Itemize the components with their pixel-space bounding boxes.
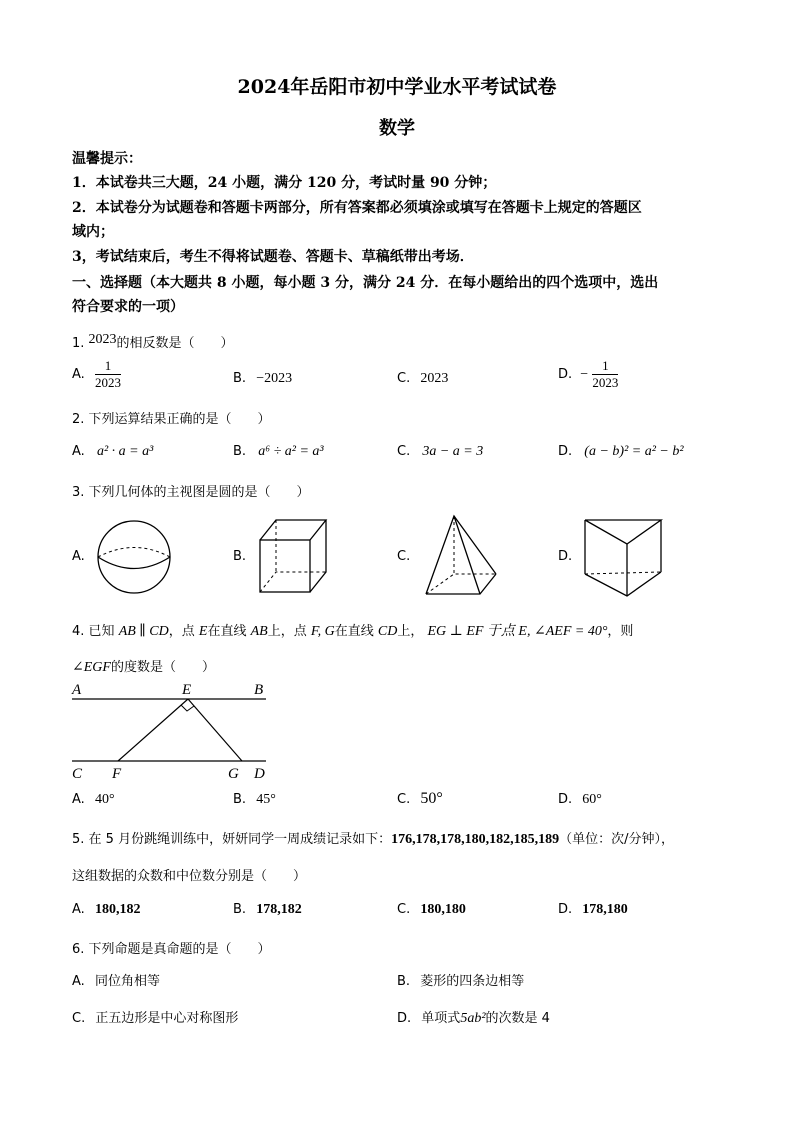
- option-label: A.: [72, 974, 85, 989]
- option-label: A.: [72, 792, 85, 807]
- question-number: 1.: [72, 336, 85, 351]
- notice-heading: 温馨提示：: [72, 151, 142, 167]
- q2-text: 下列运算结果正确的是（ ）: [88, 412, 271, 427]
- question-number: 4.: [72, 624, 85, 639]
- question-5: [72, 828, 674, 848]
- q6-option-d[interactable]: [397, 1007, 550, 1027]
- q3-option-c-label[interactable]: C.: [397, 549, 411, 564]
- q3-option-a-label[interactable]: A.: [72, 549, 85, 564]
- q5-option-b[interactable]: [233, 902, 302, 918]
- q5-option-c[interactable]: [397, 902, 466, 918]
- section-1-heading-cont: 符合要求的一项）: [72, 299, 184, 315]
- numerator: 1: [592, 358, 618, 375]
- option-label: C.: [397, 902, 411, 917]
- option-value: 178,180: [582, 902, 628, 917]
- point-f-label: F: [112, 766, 122, 782]
- q1-text: 的相反数是（ ）: [116, 336, 234, 351]
- option-label: B.: [233, 371, 247, 386]
- option-label: A.: [72, 902, 85, 917]
- q5-option-d[interactable]: [558, 902, 628, 918]
- notice-item-2-cont: 域内；: [72, 224, 114, 240]
- notice-item-2: 2．本试卷分为试题卷和答题卡两部分，所有答案都必须填涂或填写在答题卡上规定的答题区: [72, 200, 642, 216]
- q4-text: ，则: [607, 624, 634, 639]
- q2-option-d[interactable]: [558, 444, 684, 460]
- option-label: B.: [233, 444, 247, 459]
- denominator: 2023: [592, 375, 619, 390]
- point-e-label: E: [182, 682, 192, 698]
- question-number: 2.: [72, 412, 85, 427]
- option-label: C.: [397, 371, 411, 386]
- q5-unit: （单位：次/分钟），: [559, 832, 674, 847]
- fraction: [592, 358, 618, 391]
- q6-option-b[interactable]: [397, 970, 524, 989]
- q5-data: 176,178,178,180,182,185,189: [391, 832, 560, 847]
- q4-option-a[interactable]: [72, 792, 115, 808]
- sphere-figure: [96, 520, 174, 596]
- option-label: B.: [397, 974, 411, 989]
- point-a-label: A: [72, 682, 82, 698]
- point-b-label: B: [254, 682, 264, 698]
- numerator: 1: [95, 358, 121, 375]
- option-value: 60°: [582, 792, 602, 807]
- question-5-cont: 这组数据的众数和中位数分别是（ ）: [72, 869, 307, 884]
- pyramid-figure: [422, 514, 500, 598]
- q1-option-c[interactable]: [397, 371, 448, 387]
- cube-figure: [258, 518, 330, 596]
- notice-item-1: 1．本试卷共三大题，24 小题，满分 120 分，考试时量 90 分钟；: [72, 175, 497, 191]
- q4-text: 上，: [397, 624, 424, 639]
- option-expression: 5ab²: [460, 1011, 486, 1026]
- option-label: B.: [233, 792, 247, 807]
- q4-math: AB: [250, 624, 268, 639]
- option-label: C.: [397, 444, 411, 459]
- q5-text: 在 5 月份跳绳训练中，妍妍同学一周成绩记录如下：: [88, 832, 392, 847]
- option-expression: (a − b)² = a² − b²: [584, 444, 684, 459]
- q4-math: ∠EGF: [72, 660, 111, 675]
- q1-value: 2023: [88, 332, 117, 347]
- question-4-cont: [72, 656, 215, 676]
- option-value: −2023: [256, 371, 293, 386]
- option-text: 单项式: [421, 1011, 461, 1026]
- option-expression: 3a − a = 3: [422, 444, 484, 459]
- point-c-label: C: [72, 766, 83, 782]
- q4-math: E: [198, 624, 208, 639]
- minus-sign: −: [580, 367, 589, 382]
- option-value: 180,180: [420, 902, 466, 917]
- q6-option-c[interactable]: [72, 1007, 238, 1026]
- option-label: D.: [397, 1011, 412, 1026]
- option-text: 的次数是 4: [485, 1011, 550, 1026]
- q3-text: 下列几何体的主视图是圆的是（ ）: [88, 485, 310, 500]
- option-label: C.: [72, 1011, 86, 1026]
- option-value: 50°: [420, 790, 443, 807]
- q2-option-b[interactable]: [233, 444, 324, 460]
- q1-option-d[interactable]: [558, 358, 618, 391]
- question-number: 3.: [72, 485, 85, 500]
- question-number: 5.: [72, 832, 85, 847]
- option-value: 180,182: [94, 902, 141, 917]
- option-value: 正五边形是中心对称图形: [95, 1011, 239, 1026]
- q4-option-b[interactable]: [233, 792, 276, 808]
- question-number: 6.: [72, 942, 85, 957]
- q6-text: 下列命题是真命题的是（ ）: [88, 942, 271, 957]
- exam-title: 2024年岳阳市初中学业水平考试试卷: [237, 76, 557, 98]
- question-4: [72, 620, 633, 640]
- option-expression: a⁶ ÷ a² = a³: [258, 444, 324, 459]
- q3-option-b-label[interactable]: B.: [233, 549, 247, 564]
- q4-math: AB ∥ CD: [118, 624, 169, 639]
- q4-text: 在直线: [207, 624, 247, 639]
- option-value: 178,182: [256, 902, 302, 917]
- q1-option-b[interactable]: [233, 371, 292, 387]
- q4-figure: [70, 682, 270, 782]
- q4-math: F, G: [310, 624, 335, 639]
- q4-text: ，点: [168, 624, 195, 639]
- q2-option-a[interactable]: [72, 444, 153, 460]
- option-label: A.: [72, 444, 85, 459]
- prism-figure: [583, 518, 663, 598]
- q4-math: EG ⊥ EF 于点 E, ∠AEF = 40°: [427, 624, 608, 639]
- option-value: 45°: [256, 792, 276, 807]
- q4-text: 在直线: [334, 624, 374, 639]
- option-label: B.: [233, 902, 247, 917]
- denominator: 2023: [94, 375, 121, 390]
- option-value: 2023: [420, 371, 449, 386]
- option-label: A.: [72, 367, 85, 382]
- q4-math: CD: [377, 624, 398, 639]
- option-value: 菱形的四条边相等: [420, 974, 525, 989]
- q2-option-c[interactable]: [397, 444, 483, 460]
- question-3: [72, 481, 310, 500]
- option-value: 40°: [94, 792, 115, 807]
- point-d-label: D: [254, 766, 265, 782]
- q5-option-a[interactable]: [72, 902, 140, 918]
- q4-text: 的度数是（ ）: [110, 660, 215, 675]
- q4-option-c[interactable]: [397, 790, 443, 808]
- option-label: D.: [558, 444, 573, 459]
- fraction: [95, 358, 121, 391]
- question-6: [72, 938, 271, 957]
- option-label: D.: [558, 367, 573, 382]
- q6-option-a[interactable]: [72, 970, 160, 989]
- notice-item-3: 3，考试结束后，考生不得将试题卷、答题卡、草稿纸带出考场．: [72, 249, 474, 265]
- q1-option-a[interactable]: [72, 358, 121, 391]
- q3-option-d-label[interactable]: D.: [558, 549, 573, 564]
- question-1: [72, 332, 234, 352]
- point-g-label: G: [228, 766, 239, 782]
- option-label: D.: [558, 902, 573, 917]
- section-1-heading: 一、选择题（本大题共 8 小题，每小题 3 分，满分 24 分．在每小题给出的四个选项中，选出: [72, 275, 659, 291]
- option-value: 同位角相等: [94, 974, 160, 989]
- q4-text: 上，点: [267, 624, 307, 639]
- subject-title: 数学: [379, 118, 415, 139]
- option-label: D.: [558, 792, 573, 807]
- q4-option-d[interactable]: [558, 792, 602, 808]
- q4-text: 已知: [88, 624, 115, 639]
- option-expression: a² · a = a³: [96, 444, 154, 459]
- option-label: C.: [397, 792, 411, 807]
- question-2: [72, 408, 271, 427]
